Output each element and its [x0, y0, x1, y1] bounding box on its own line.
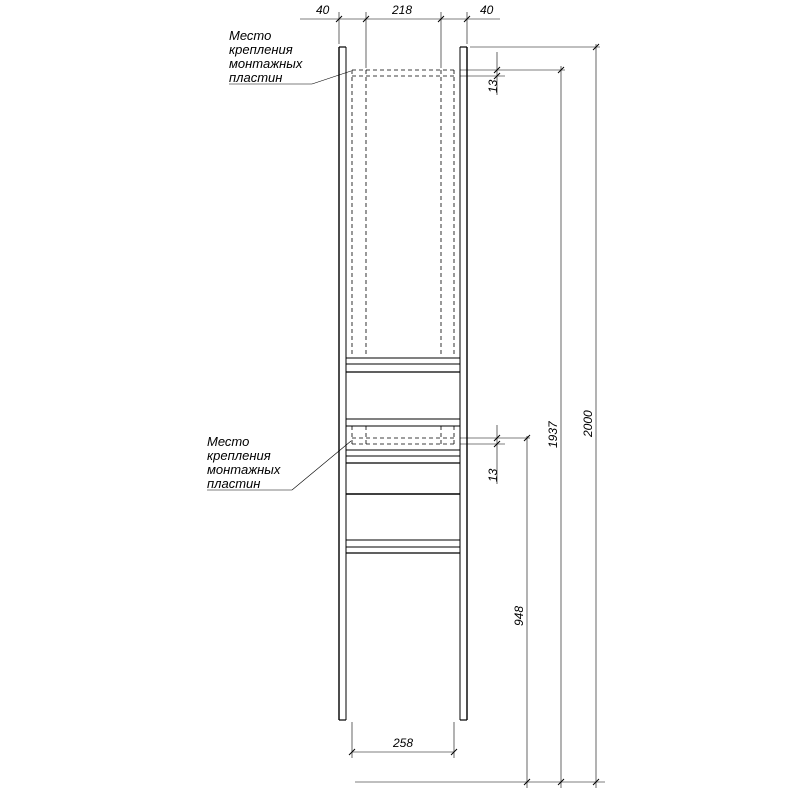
dim-upper-plate-13: 13 [486, 79, 500, 93]
dim-top-left-40: 40 [316, 3, 330, 17]
lower-note-line-3: монтажных [207, 462, 281, 477]
dim-height-1937: 1937 [546, 421, 560, 448]
lower-note-line-4: пластин [207, 476, 261, 491]
dim-top-inner-218: 218 [392, 3, 413, 17]
cabinet-outline [339, 47, 467, 720]
shelf-lines [346, 358, 460, 553]
hidden-lines-upper [352, 70, 454, 356]
dim-height-948: 948 [512, 605, 526, 626]
upper-note-line-2: крепления [229, 42, 293, 57]
lower-note-line-1: Место [207, 434, 250, 449]
top-dimension-lines [300, 12, 500, 68]
dim-lower-plate-13: 13 [486, 468, 500, 482]
dim-height-2000: 2000 [581, 410, 595, 437]
hidden-lines-lower [352, 426, 454, 446]
upper-note-line-1: Место [229, 28, 272, 43]
dim-top-right-40: 40 [480, 3, 494, 17]
upper-plate-dimension [460, 52, 565, 95]
lower-note-line-2: крепления [207, 448, 271, 463]
upper-note-line-3: монтажных [229, 56, 303, 71]
upper-note-line-4: пластин [229, 70, 283, 85]
dim-bottom-258: 258 [393, 736, 414, 750]
